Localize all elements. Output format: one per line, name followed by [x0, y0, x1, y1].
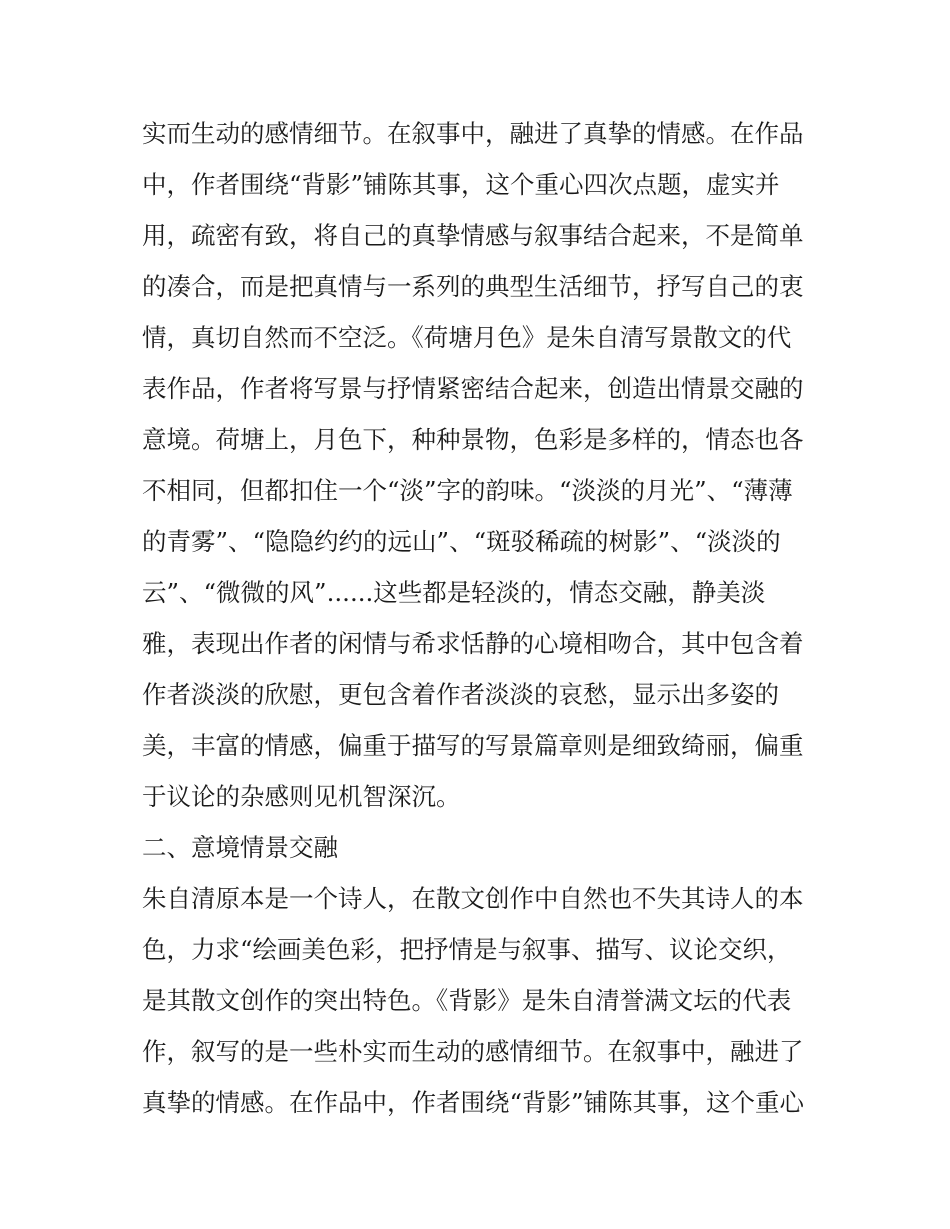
text-line: 的凑合，而是把真情与一系列的典型生活细节，抒写自己的衷 [142, 272, 804, 301]
text-line: 表作品，作者将写景与抒情紧密结合起来，创造出情景交融的 [142, 374, 804, 403]
text-line: 用，疏密有致，将自己的真挚情感与叙事结合起来，不是简单 [142, 221, 804, 250]
body-text [142, 108, 822, 1128]
text-line: 云”、“微微的风”......这些都是轻淡的，情态交融，静美淡 [142, 578, 766, 607]
text-line: 实而生动的感情细节。在叙事中，融进了真挚的情感。在作品 [142, 119, 804, 148]
text-line: 作者淡淡的欣慰，更包含着作者淡淡的哀愁，显示出多姿的 [142, 680, 779, 709]
text-line: 朱自清原本是一个诗人，在散文创作中自然也不失其诗人的本 [142, 884, 804, 913]
text-line: 雅，表现出作者的闲情与希求恬静的心境相吻合，其中包含着 [142, 629, 804, 658]
text-line: 色，力求“绘画美色彩，把抒情是与叙事、描写、议论交织， [142, 935, 792, 964]
text-line: 情，真切自然而不空泛。《荷塘月色》是朱自清写景散文的代 [142, 323, 792, 352]
text-line: 美，丰富的情感，偏重于描写的写景篇章则是细致绮丽，偏重 [142, 731, 804, 760]
text-line: 作，叙写的是一些朴实而生动的感情细节。在叙事中，融进了 [142, 1037, 804, 1066]
text-line: 是其散文创作的突出特色。《背影》是朱自清誉满文坛的代表 [142, 986, 792, 1015]
text-line: 于议论的杂感则见机智深沉。 [142, 782, 461, 811]
text-line: 的青雾”、“隐隐约约的远山”、“斑驳稀疏的树影”、“淡淡的 [142, 527, 781, 556]
text-line: 意境。荷塘上，月色下，种种景物，色彩是多样的，情态也各 [142, 425, 804, 454]
text-line: 不相同，但都扣住一个“淡”字的韵味。“淡淡的月光”、“薄薄 [142, 476, 793, 505]
text-line: 中，作者围绕“背影”铺陈其事，这个重心四次点题，虚实并 [142, 170, 780, 199]
section-heading: 二、意境情景交融 [142, 833, 338, 862]
text-line: 真挚的情感。在作品中，作者围绕“背影”铺陈其事，这个重心 [142, 1088, 805, 1117]
